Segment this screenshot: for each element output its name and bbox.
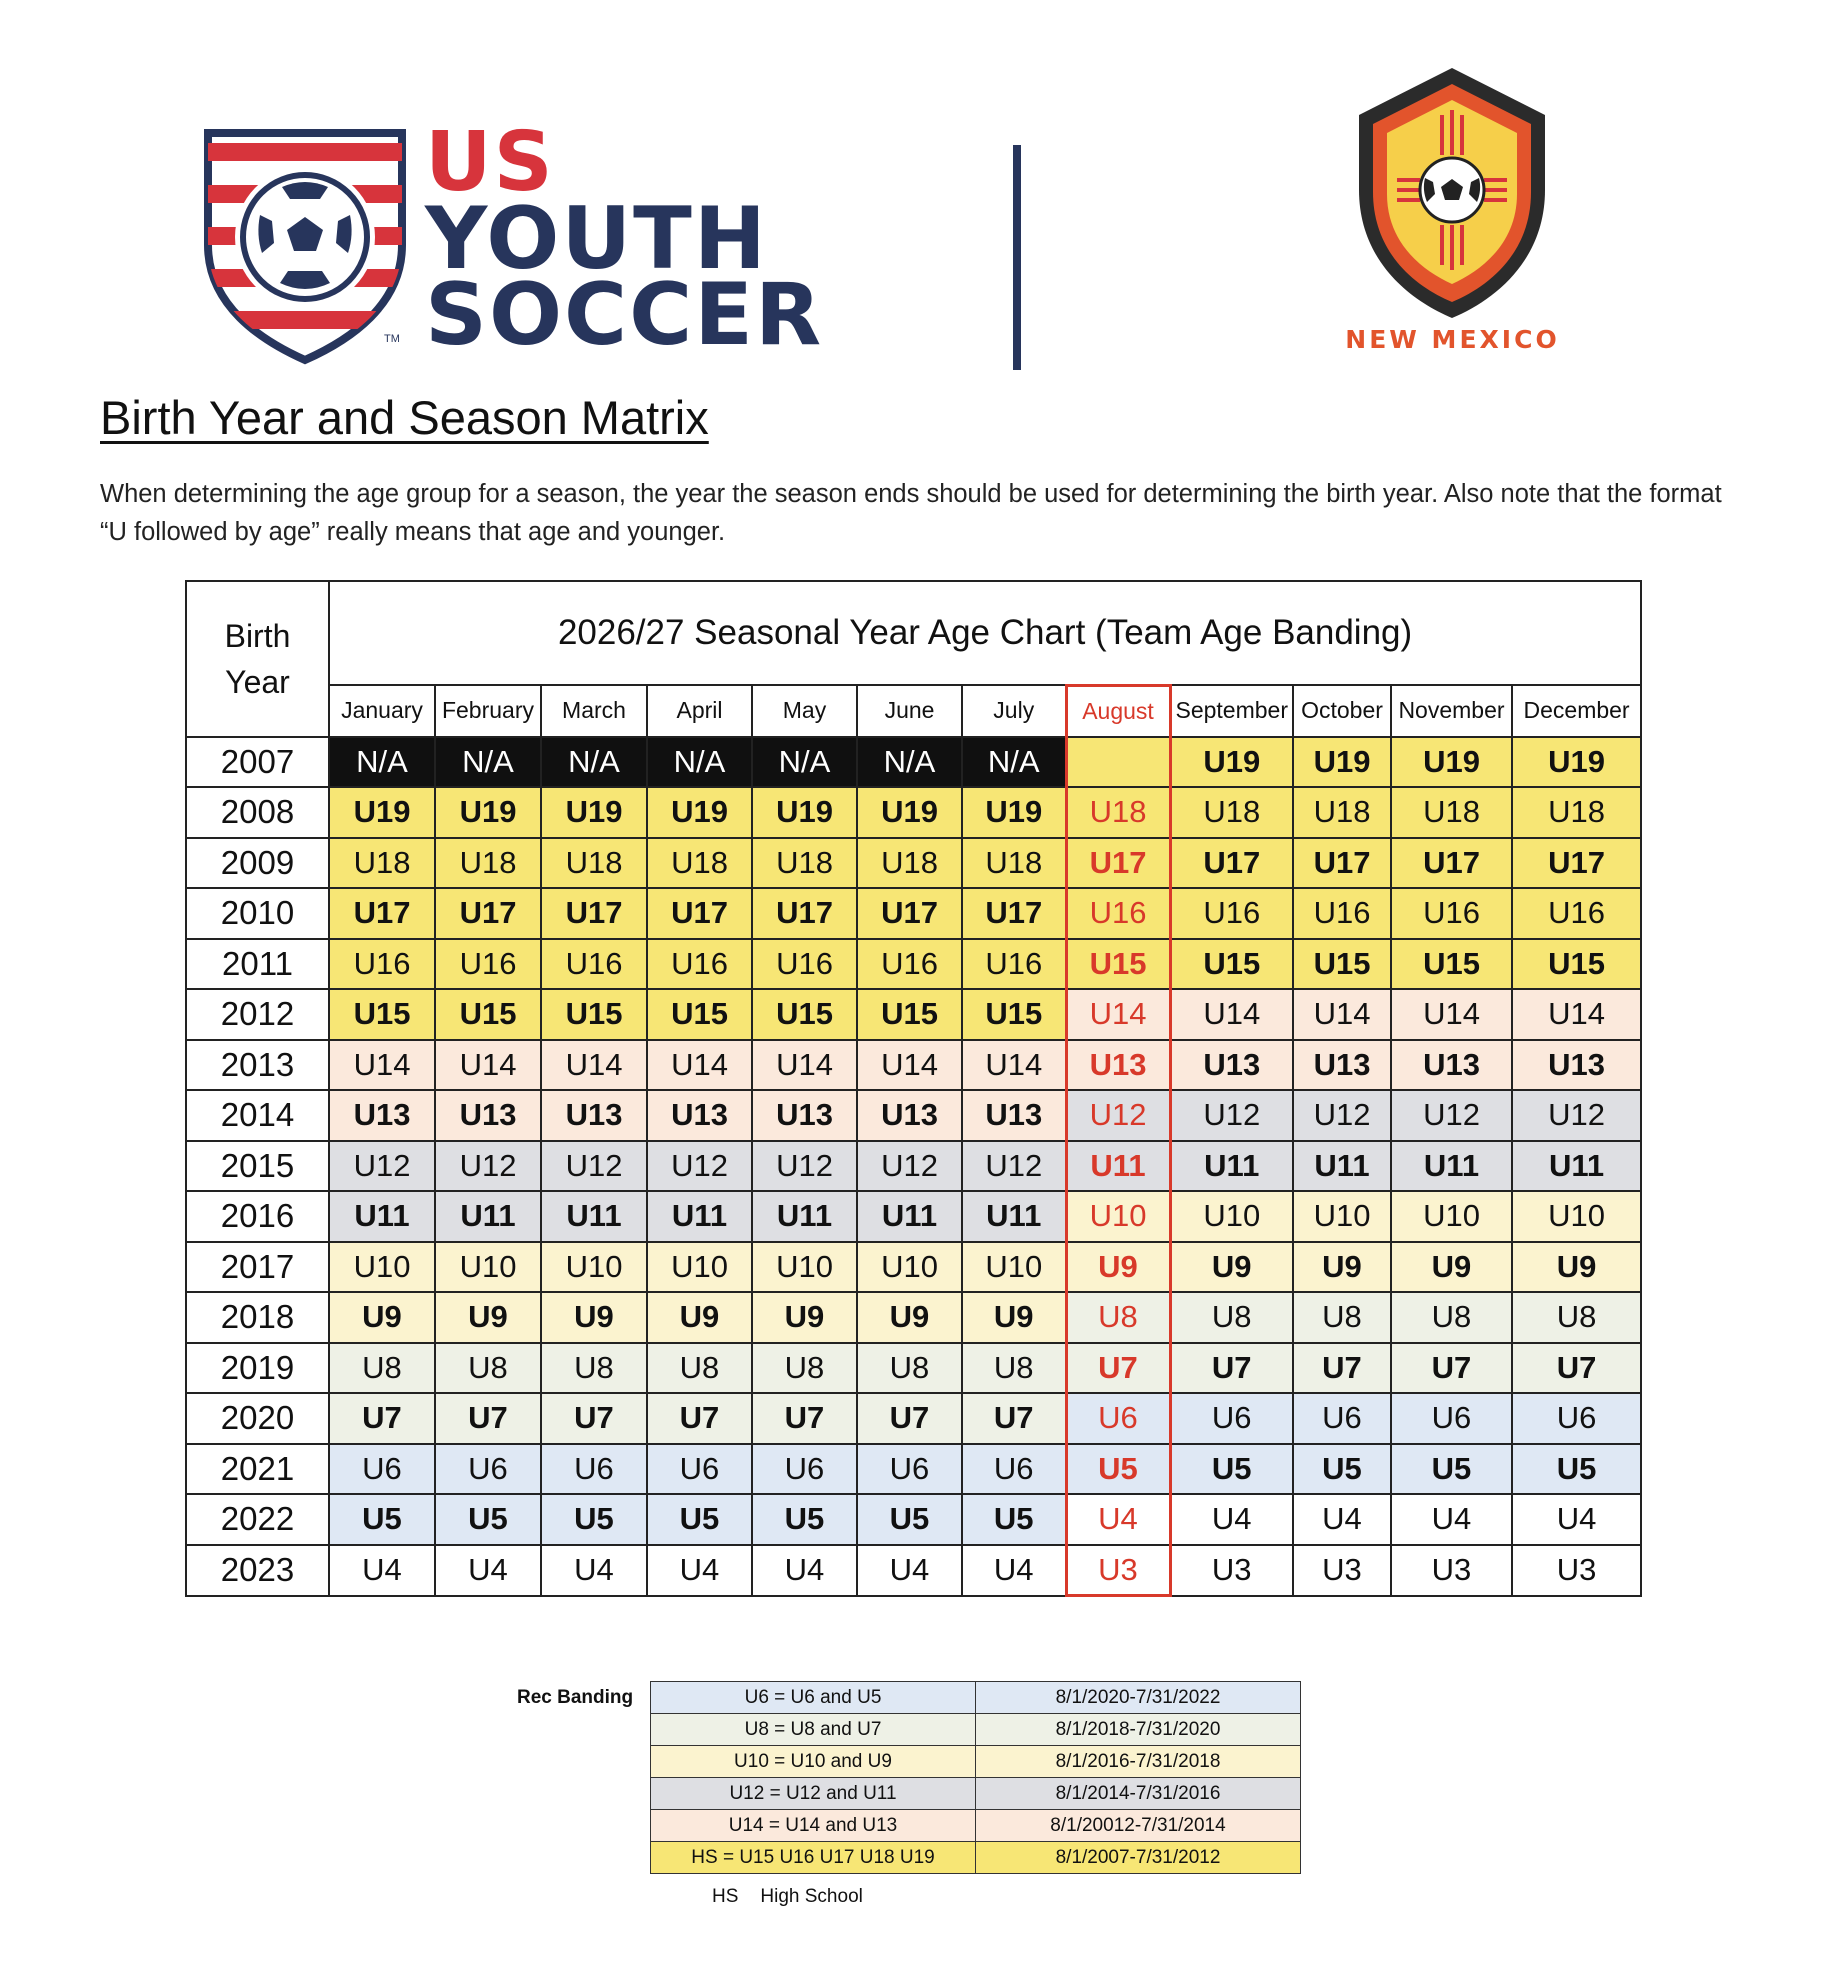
age-cell: U16 <box>1293 888 1391 939</box>
legend-dates-cell: 8/1/2016-7/31/2018 <box>976 1746 1301 1778</box>
legend-band-cell: U14 = U14 and U13 <box>651 1810 976 1842</box>
age-cell: U7 <box>1066 1343 1170 1394</box>
age-cell: U17 <box>962 888 1066 939</box>
birth-year-cell: 2007 <box>186 737 329 788</box>
age-cell: U12 <box>752 1141 857 1192</box>
age-cell: U18 <box>541 838 647 889</box>
age-cell: N/A <box>329 737 435 788</box>
age-cell: U5 <box>435 1494 541 1545</box>
birth-year-header-line2: Year <box>225 663 290 700</box>
rec-banding-body <box>651 1682 1301 1874</box>
age-cell: U18 <box>857 838 962 889</box>
birth-year-cell: 2015 <box>186 1141 329 1192</box>
month-header-april: April <box>647 685 752 737</box>
age-cell: U9 <box>962 1292 1066 1343</box>
age-cell: U15 <box>1512 939 1641 990</box>
table-row <box>186 1242 1641 1293</box>
new-mexico-logo <box>1345 60 1560 360</box>
legend-dates-cell: 8/1/2020-7/31/2022 <box>976 1682 1301 1714</box>
age-cell: U13 <box>1293 1040 1391 1091</box>
birth-year-cell: 2008 <box>186 787 329 838</box>
age-cell: U12 <box>435 1141 541 1192</box>
age-cell: U13 <box>962 1090 1066 1141</box>
age-cell: U17 <box>329 888 435 939</box>
age-cell: U19 <box>329 787 435 838</box>
age-cell: U15 <box>857 989 962 1040</box>
legend-row <box>651 1682 1301 1714</box>
legend-row <box>651 1842 1301 1874</box>
age-cell: U15 <box>752 989 857 1040</box>
age-cell: U16 <box>962 939 1066 990</box>
month-header-january: January <box>329 685 435 737</box>
age-cell: U10 <box>647 1242 752 1293</box>
age-cell: U18 <box>1391 787 1512 838</box>
age-cell <box>1066 737 1170 788</box>
age-cell: U18 <box>1293 787 1391 838</box>
age-cell: U8 <box>1512 1292 1641 1343</box>
age-cell: U17 <box>1293 838 1391 889</box>
age-cell: U4 <box>647 1545 752 1596</box>
age-cell: U12 <box>1512 1090 1641 1141</box>
age-cell: U3 <box>1066 1545 1170 1596</box>
age-cell: U4 <box>1391 1494 1512 1545</box>
age-cell: U8 <box>1066 1292 1170 1343</box>
chart-title: 2026/27 Seasonal Year Age Chart (Team Age Banding) <box>329 581 1641 685</box>
birth-year-cell: 2016 <box>186 1191 329 1242</box>
age-cell: U10 <box>1066 1191 1170 1242</box>
age-cell: U5 <box>329 1494 435 1545</box>
age-cell: U11 <box>1293 1141 1391 1192</box>
age-cell: U6 <box>1170 1393 1293 1444</box>
age-cell: U9 <box>329 1292 435 1343</box>
age-cell: U7 <box>1391 1343 1512 1394</box>
age-cell: U14 <box>647 1040 752 1091</box>
birth-year-cell: 2017 <box>186 1242 329 1293</box>
age-cell: U5 <box>1066 1444 1170 1495</box>
age-cell: U4 <box>329 1545 435 1596</box>
age-cell: U18 <box>647 838 752 889</box>
age-cell: N/A <box>857 737 962 788</box>
age-cell: U12 <box>1066 1090 1170 1141</box>
month-header-september: September <box>1170 685 1293 737</box>
age-cell: U9 <box>1391 1242 1512 1293</box>
age-cell: U12 <box>329 1141 435 1192</box>
legend-dates-cell: 8/1/2014-7/31/2016 <box>976 1778 1301 1810</box>
table-row <box>186 737 1641 788</box>
age-cell: U12 <box>647 1141 752 1192</box>
legend-band-cell: U6 = U6 and U5 <box>651 1682 976 1714</box>
age-cell: U8 <box>435 1343 541 1394</box>
age-cell: U16 <box>1170 888 1293 939</box>
age-cell: U11 <box>541 1191 647 1242</box>
age-cell: U16 <box>857 939 962 990</box>
age-cell: U5 <box>1391 1444 1512 1495</box>
hs-note-abbr: HS <box>712 1886 739 1907</box>
age-cell: U9 <box>647 1292 752 1343</box>
age-cell: U19 <box>647 787 752 838</box>
age-cell: U13 <box>329 1090 435 1141</box>
age-cell: U17 <box>1391 838 1512 889</box>
age-cell: N/A <box>647 737 752 788</box>
logo-divider <box>1013 145 1021 370</box>
birth-year-cell: 2023 <box>186 1545 329 1596</box>
age-cell: U19 <box>1391 737 1512 788</box>
age-cell: U3 <box>1170 1545 1293 1596</box>
age-chart-table <box>185 580 1642 1597</box>
table-row <box>186 1343 1641 1394</box>
age-cell: U8 <box>1293 1292 1391 1343</box>
age-cell: U18 <box>752 838 857 889</box>
age-cell: U13 <box>1512 1040 1641 1091</box>
usys-shield-icon <box>200 125 410 365</box>
age-cell: U8 <box>752 1343 857 1394</box>
age-cell: U18 <box>1512 787 1641 838</box>
birth-year-cell: 2013 <box>186 1040 329 1091</box>
age-cell: U9 <box>1170 1242 1293 1293</box>
age-cell: U8 <box>857 1343 962 1394</box>
month-header-march: March <box>541 685 647 737</box>
table-row <box>186 1090 1641 1141</box>
month-header-december: December <box>1512 685 1641 737</box>
age-cell: U14 <box>1391 989 1512 1040</box>
age-cell: U5 <box>857 1494 962 1545</box>
table-row <box>186 1292 1641 1343</box>
age-cell: U10 <box>857 1242 962 1293</box>
age-cell: U19 <box>435 787 541 838</box>
age-cell: U16 <box>647 939 752 990</box>
age-cell: U7 <box>1512 1343 1641 1394</box>
age-cell: U12 <box>962 1141 1066 1192</box>
legend-row <box>651 1778 1301 1810</box>
age-cell: U9 <box>1512 1242 1641 1293</box>
age-cell: U13 <box>752 1090 857 1141</box>
age-cell: U17 <box>1066 838 1170 889</box>
table-row <box>186 787 1641 838</box>
legend-band-cell: U8 = U8 and U7 <box>651 1714 976 1746</box>
age-cell: U4 <box>541 1545 647 1596</box>
age-cell: U15 <box>435 989 541 1040</box>
age-cell: U9 <box>857 1292 962 1343</box>
table-row <box>186 1545 1641 1596</box>
age-cell: U5 <box>541 1494 647 1545</box>
age-cell: U11 <box>647 1191 752 1242</box>
age-cell: U6 <box>329 1444 435 1495</box>
age-cell: U8 <box>962 1343 1066 1394</box>
age-cell: U18 <box>329 838 435 889</box>
age-cell: U6 <box>1066 1393 1170 1444</box>
age-cell: U4 <box>752 1545 857 1596</box>
age-cell: U11 <box>1512 1141 1641 1192</box>
age-cell: U13 <box>647 1090 752 1141</box>
age-cell: U14 <box>329 1040 435 1091</box>
table-row <box>186 989 1641 1040</box>
legend-row <box>651 1714 1301 1746</box>
age-cell: U7 <box>329 1393 435 1444</box>
birth-year-header <box>186 581 329 737</box>
age-cell: U11 <box>962 1191 1066 1242</box>
birth-year-cell: 2012 <box>186 989 329 1040</box>
age-cell: U17 <box>1170 838 1293 889</box>
page-title: Birth Year and Season Matrix <box>100 391 709 444</box>
table-row <box>186 888 1641 939</box>
month-header-row <box>186 685 1641 737</box>
month-header-november: November <box>1391 685 1512 737</box>
age-cell: U7 <box>752 1393 857 1444</box>
age-cell: U9 <box>541 1292 647 1343</box>
usys-wordmark-us: US <box>425 115 555 210</box>
age-cell: U12 <box>541 1141 647 1192</box>
birth-year-cell: 2010 <box>186 888 329 939</box>
table-row <box>186 838 1641 889</box>
age-cell: U7 <box>435 1393 541 1444</box>
age-cell: U4 <box>1293 1494 1391 1545</box>
age-cell: U16 <box>1512 888 1641 939</box>
age-cell: U5 <box>1293 1444 1391 1495</box>
age-cell: U10 <box>1391 1191 1512 1242</box>
age-cell: U15 <box>647 989 752 1040</box>
age-cell: U19 <box>857 787 962 838</box>
birth-year-cell: 2021 <box>186 1444 329 1495</box>
age-cell: U7 <box>1170 1343 1293 1394</box>
rec-banding-label: Rec Banding <box>517 1687 634 1708</box>
age-cell: U10 <box>1170 1191 1293 1242</box>
age-cell: U9 <box>435 1292 541 1343</box>
age-cell: U14 <box>962 1040 1066 1091</box>
usys-wordmark-youth: YOUTH <box>425 189 768 289</box>
month-header-june: June <box>857 685 962 737</box>
age-cell: U15 <box>1391 939 1512 990</box>
age-cell: U5 <box>752 1494 857 1545</box>
age-cell: U5 <box>1512 1444 1641 1495</box>
legend-band-cell: U12 = U12 and U11 <box>651 1778 976 1810</box>
age-cell: U13 <box>435 1090 541 1141</box>
age-cell: U4 <box>962 1545 1066 1596</box>
age-cell: U11 <box>752 1191 857 1242</box>
age-cell: U19 <box>1512 737 1641 788</box>
age-cell: U3 <box>1293 1545 1391 1596</box>
table-row <box>186 939 1641 990</box>
age-cell: U14 <box>1170 989 1293 1040</box>
age-cell: U18 <box>962 838 1066 889</box>
age-cell: U16 <box>752 939 857 990</box>
usys-trademark: TM <box>384 333 400 345</box>
age-cell: N/A <box>962 737 1066 788</box>
age-cell: U19 <box>541 787 647 838</box>
age-cell: U14 <box>435 1040 541 1091</box>
us-youth-soccer-logo <box>200 115 840 375</box>
age-cell: U6 <box>1293 1393 1391 1444</box>
month-header-july: July <box>962 685 1066 737</box>
age-cell: U10 <box>541 1242 647 1293</box>
intro-paragraph: When determining the age group for a season, the year the season ends should be used for determining the birth year. Also note that the format “U followed by age” really means that age and younger. <box>100 480 1722 546</box>
age-cell: U10 <box>435 1242 541 1293</box>
age-cell: U18 <box>1170 787 1293 838</box>
legend-dates-cell: 8/1/2007-7/31/2012 <box>976 1842 1301 1874</box>
age-cell: U17 <box>857 888 962 939</box>
age-cell: U19 <box>1170 737 1293 788</box>
legend-dates-cell: 8/1/2018-7/31/2020 <box>976 1714 1301 1746</box>
table-row <box>186 1040 1641 1091</box>
legend-row <box>651 1746 1301 1778</box>
legend-dates-cell: 8/1/20012-7/31/2014 <box>976 1810 1301 1842</box>
age-cell: U9 <box>752 1292 857 1343</box>
age-cell: N/A <box>752 737 857 788</box>
birth-year-cell: 2009 <box>186 838 329 889</box>
age-cell: U4 <box>1066 1494 1170 1545</box>
age-cell: U15 <box>962 989 1066 1040</box>
age-cell: U16 <box>541 939 647 990</box>
age-cell: U15 <box>1066 939 1170 990</box>
usys-wordmark-soccer: SOCCER <box>425 265 824 365</box>
age-cell: U8 <box>1391 1292 1512 1343</box>
age-cell: U4 <box>435 1545 541 1596</box>
age-cell: U13 <box>857 1090 962 1141</box>
age-cell: U6 <box>647 1444 752 1495</box>
age-cell: U11 <box>1066 1141 1170 1192</box>
month-header-october: October <box>1293 685 1391 737</box>
age-cell: U17 <box>752 888 857 939</box>
birth-year-cell: 2020 <box>186 1393 329 1444</box>
age-cell: U6 <box>541 1444 647 1495</box>
age-cell: U7 <box>857 1393 962 1444</box>
age-cell: U6 <box>1512 1393 1641 1444</box>
age-cell: U16 <box>1391 888 1512 939</box>
age-cell: U13 <box>1391 1040 1512 1091</box>
age-cell: U14 <box>1512 989 1641 1040</box>
age-cell: N/A <box>435 737 541 788</box>
age-cell: U15 <box>1293 939 1391 990</box>
age-cell: U3 <box>1391 1545 1512 1596</box>
age-cell: U17 <box>1512 838 1641 889</box>
age-cell: U10 <box>752 1242 857 1293</box>
table-row <box>186 1494 1641 1545</box>
month-header-august: August <box>1066 685 1170 737</box>
age-cell: U10 <box>1512 1191 1641 1242</box>
age-cell: U14 <box>857 1040 962 1091</box>
age-cell: U5 <box>647 1494 752 1545</box>
age-cell: U12 <box>1293 1090 1391 1141</box>
table-row <box>186 1393 1641 1444</box>
birth-year-cell: 2019 <box>186 1343 329 1394</box>
age-cell: U8 <box>1170 1292 1293 1343</box>
age-cell: U14 <box>1293 989 1391 1040</box>
age-cell: U8 <box>329 1343 435 1394</box>
age-cell: U16 <box>1066 888 1170 939</box>
age-cell: U11 <box>329 1191 435 1242</box>
age-cell: U14 <box>1066 989 1170 1040</box>
birth-year-cell: 2011 <box>186 939 329 990</box>
age-cell: U6 <box>752 1444 857 1495</box>
age-cell: U6 <box>435 1444 541 1495</box>
age-cell: U13 <box>541 1090 647 1141</box>
age-cell: U8 <box>647 1343 752 1394</box>
birth-year-header-line1: Birth <box>224 617 291 654</box>
age-cell: U13 <box>1170 1040 1293 1091</box>
age-cell: U11 <box>435 1191 541 1242</box>
age-cell: U7 <box>962 1393 1066 1444</box>
age-cell: U6 <box>857 1444 962 1495</box>
table-row <box>186 1444 1641 1495</box>
month-header-february: February <box>435 685 541 737</box>
age-cell: U10 <box>1293 1191 1391 1242</box>
legend-row <box>651 1810 1301 1842</box>
nm-shield-icon <box>1345 60 1560 320</box>
age-cell: U11 <box>1391 1141 1512 1192</box>
birth-year-cell: 2022 <box>186 1494 329 1545</box>
age-cell: U15 <box>329 989 435 1040</box>
age-cell: U7 <box>541 1393 647 1444</box>
age-cell: U14 <box>541 1040 647 1091</box>
age-cell: U5 <box>962 1494 1066 1545</box>
age-cell: U14 <box>752 1040 857 1091</box>
age-cell: U5 <box>1170 1444 1293 1495</box>
age-cell: U18 <box>435 838 541 889</box>
hs-note-text: High School <box>760 1886 863 1907</box>
legend-band-cell: U10 = U10 and U9 <box>651 1746 976 1778</box>
age-cell: U12 <box>1391 1090 1512 1141</box>
age-cell: U19 <box>1293 737 1391 788</box>
age-cell: U10 <box>329 1242 435 1293</box>
age-cell: U9 <box>1293 1242 1391 1293</box>
age-cell: U13 <box>1066 1040 1170 1091</box>
age-cell: U4 <box>1170 1494 1293 1545</box>
age-cell: U3 <box>1512 1545 1641 1596</box>
age-cell: U6 <box>1391 1393 1512 1444</box>
birth-year-cell: 2014 <box>186 1090 329 1141</box>
birth-year-cell: 2018 <box>186 1292 329 1343</box>
age-cell: U19 <box>752 787 857 838</box>
age-cell: U8 <box>541 1343 647 1394</box>
age-cell: U11 <box>1170 1141 1293 1192</box>
age-cell: U10 <box>962 1242 1066 1293</box>
nm-logo-label: NEW MEXICO <box>1345 325 1560 354</box>
age-cell: U12 <box>1170 1090 1293 1141</box>
age-cell: U15 <box>1170 939 1293 990</box>
age-cell: U19 <box>962 787 1066 838</box>
age-cell: U7 <box>1293 1343 1391 1394</box>
age-cell: U4 <box>857 1545 962 1596</box>
age-cell: U17 <box>435 888 541 939</box>
age-cell: U18 <box>1066 787 1170 838</box>
age-cell: U4 <box>1512 1494 1641 1545</box>
table-row <box>186 1141 1641 1192</box>
age-cell: U16 <box>329 939 435 990</box>
rec-banding-table <box>650 1681 1301 1874</box>
table-row <box>186 1191 1641 1242</box>
age-cell: U11 <box>857 1191 962 1242</box>
age-cell: U7 <box>647 1393 752 1444</box>
legend-band-cell: HS = U15 U16 U17 U18 U19 <box>651 1842 976 1874</box>
age-cell: U16 <box>435 939 541 990</box>
age-cell: U6 <box>962 1444 1066 1495</box>
age-cell: U17 <box>647 888 752 939</box>
age-cell: U12 <box>857 1141 962 1192</box>
age-cell: U17 <box>541 888 647 939</box>
age-cell: U9 <box>1066 1242 1170 1293</box>
age-cell: N/A <box>541 737 647 788</box>
hs-note <box>712 1886 885 1908</box>
age-chart-body <box>186 737 1641 1596</box>
month-header-may: May <box>752 685 857 737</box>
age-cell: U15 <box>541 989 647 1040</box>
